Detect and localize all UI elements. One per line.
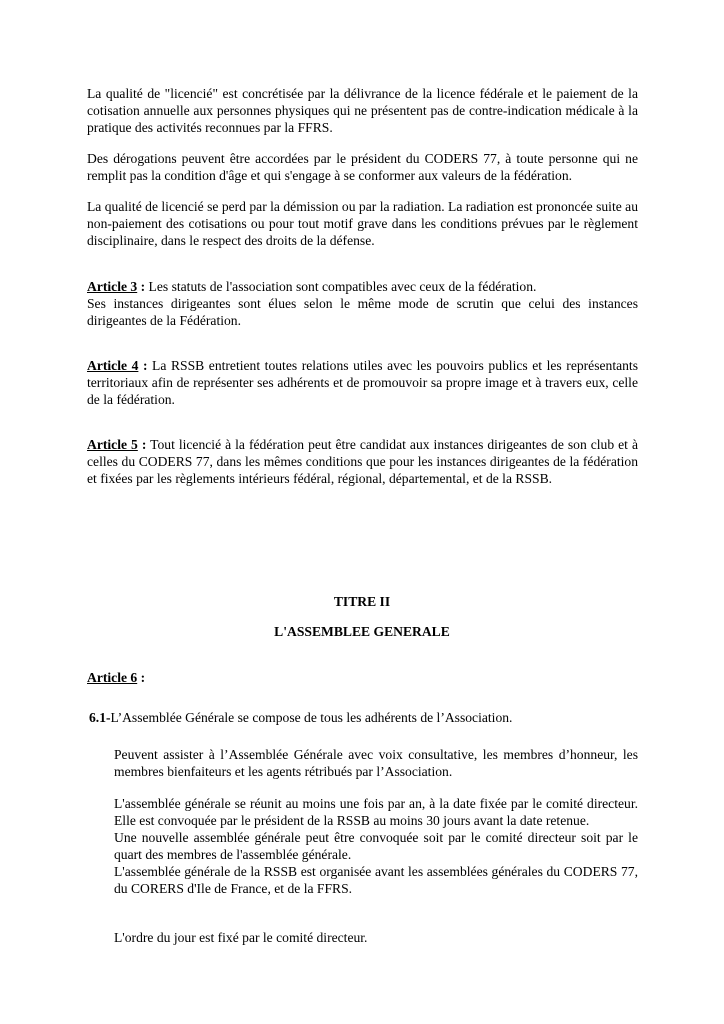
article-3-text: Les statuts de l'association sont compatibles avec ceux de la fédération. <box>145 279 537 294</box>
paragraph-nouvelle-assemblee: Une nouvelle assemblée générale peut être convoquée soit par le comité directeur soit par le quart des membres de l'assemblée générale. <box>114 830 638 862</box>
article-3-text-2: Ses instances dirigeantes sont élues selon le même mode de scrutin que celui des instances dirigeantes de la Fédération. <box>87 296 638 328</box>
paragraph-ordre-du-jour: L'ordre du jour est fixé par le comité directeur. <box>114 930 368 945</box>
paragraph-organisation: L'assemblée générale de la RSSB est organisée avant les assemblées générales du CODERS 77, du CORERS d'Ile de France, et de la FFRS. <box>114 864 638 896</box>
paragraph-voix-consultative: Peuvent assister à l’Assemblée Générale avec voix consultative, les membres d’honneur, les membres bienfaiteurs et les agents rétribués par l’Association. <box>114 747 638 779</box>
article-4-text: La RSSB entretient toutes relations utiles avec les pouvoirs publics et les représentants territoriaux afin de représenter ses adhérents et de promouvoir sa propre image et à travers eux, celle de la fédération. <box>87 358 639 407</box>
section-6-1-number: 6.1- <box>89 710 111 725</box>
paragraph-derogations: Des dérogations peuvent être accordées par le président du CODERS 77, à toute personne qui ne remplit pas la condition d'âge et qui s'engage à se conformer aux valeurs de la fédération. <box>87 151 638 183</box>
article-6-label: Article 6 <box>87 670 138 685</box>
article-5-label: Article 5 <box>87 437 138 452</box>
article-3-first-line <box>87 278 638 295</box>
article-6-colon: : <box>137 670 146 685</box>
article-5-colon: : <box>137 437 147 452</box>
section-6-1-text: L’Assemblée Générale se compose de tous les adhérents de l’Association. <box>110 710 513 725</box>
article-3-label: Article 3 <box>87 279 138 294</box>
article-4 <box>87 357 638 408</box>
article-4-label: Article 4 <box>87 358 139 373</box>
paragraph-reunion <box>114 795 638 897</box>
article-6-heading <box>87 669 638 686</box>
paragraph-reunion-annuelle: L'assemblée générale se réunit au moins une fois par an, à la date fixée par le comité directeur. Elle est convoquée par le président de la RSSB au moins 30 jours avant la date retenue. <box>114 796 638 828</box>
article-4-colon: : <box>138 358 148 373</box>
article-5 <box>87 436 638 487</box>
paragraph-licencie-definition: La qualité de "licencié" est concrétisée par la délivrance de la licence fédérale et le paiement de la cotisation annuelle aux personnes physiques qui ne présentent pas de contre-indication médicale à la pratique des activités reconnues par la FFRS. <box>87 86 638 135</box>
section-6-1 <box>89 709 640 726</box>
titre-number: TITRE II <box>333 594 391 609</box>
article-3 <box>87 278 638 329</box>
titre-name: L'ASSEMBLEE GENERALE <box>274 624 450 639</box>
paragraph-radiation: La qualité de licencié se perd par la démission ou par la radiation. La radiation est prononcée suite au non-paiement des cotisations ou pour tout motif grave dans les conditions prévues par le règlement disciplinaire, dans le respect des droits de la défense. <box>87 199 638 248</box>
article-5-text: Tout licencié à la fédération peut être candidat aux instances dirigeantes de son club et à celles du CODERS 77, dans les mêmes conditions que pour les instances dirigeantes de la fédération et fixées par les règlements intérieurs fédéral, régional, départemental, et de la RSSB. <box>87 437 639 486</box>
article-3-colon: : <box>137 279 146 294</box>
